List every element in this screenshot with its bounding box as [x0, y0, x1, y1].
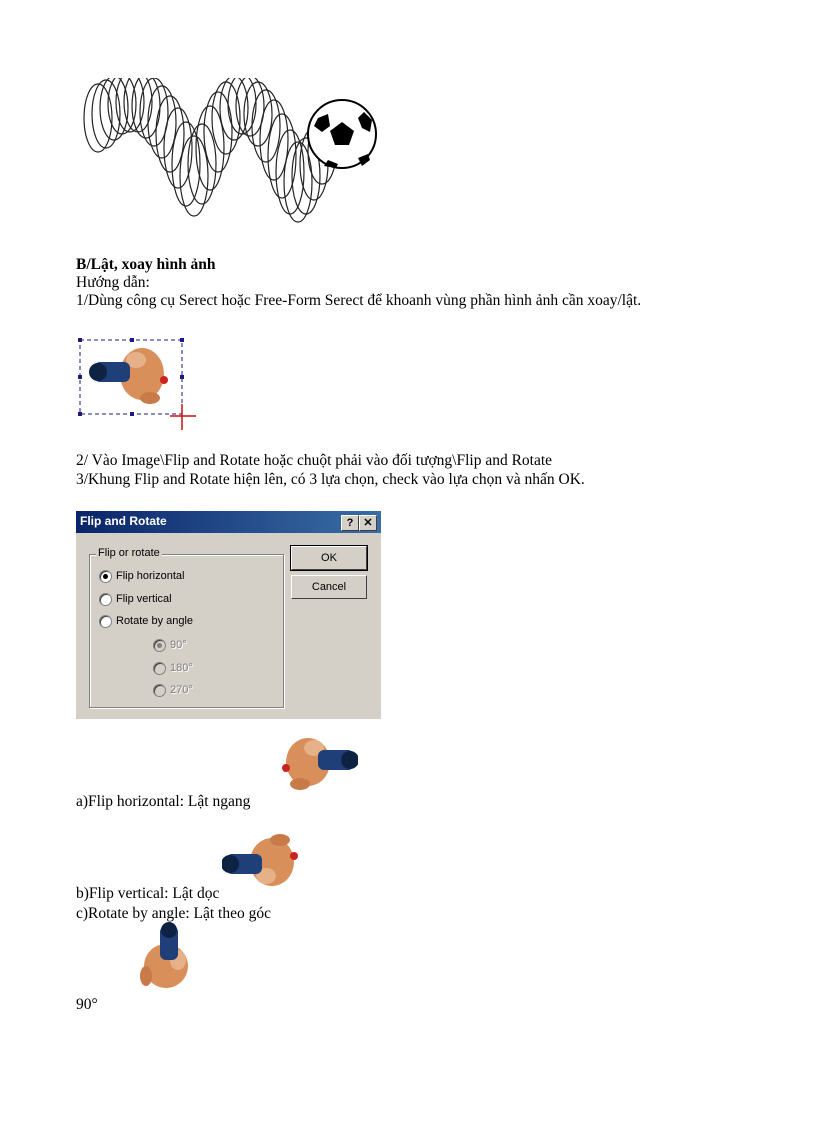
dialog-title: Flip and Rotate [80, 514, 167, 528]
angle-90-caption: 90° [76, 996, 98, 1013]
result-a-text: a)Flip horizontal: Lật ngang [76, 793, 251, 810]
section-heading: B/Lật, xoay hình ảnh [76, 256, 216, 273]
close-button[interactable]: ✕ [359, 515, 377, 531]
selection-example-image [76, 336, 202, 432]
rotate-90-result-image [126, 922, 200, 1006]
angle-270-radio[interactable] [153, 684, 166, 697]
guide-label: Hướng dẫn: [76, 274, 150, 291]
rotate-by-angle-radio[interactable] [99, 615, 112, 628]
angle-180-label[interactable]: 180° [170, 662, 193, 674]
flip-horizontal-radio[interactable] [99, 570, 112, 583]
slinky-ball-illustration [78, 78, 382, 238]
flip-vertical-radio[interactable] [99, 593, 112, 606]
angle-90-label[interactable]: 90° [170, 639, 187, 651]
rotate-by-angle-label[interactable]: Rotate by angle [116, 615, 194, 627]
cancel-button[interactable]: Cancel [291, 575, 367, 599]
character-figure [89, 348, 168, 404]
flip-vertical-result-image [222, 826, 320, 896]
flip-vertical-label[interactable]: Flip vertical [116, 593, 172, 605]
step-1-text: 1/Dùng công cụ Serect hoặc Free-Form Serect để khoanh vùng phần hình ảnh cần xoay/lật. [76, 292, 642, 309]
angle-180-radio[interactable] [153, 662, 166, 675]
group-label: Flip or rotate [98, 547, 160, 559]
soccer-ball [308, 100, 376, 168]
selected-dot [157, 643, 162, 648]
flip-horizontal-result-image [258, 728, 358, 796]
dialog-title-bar [76, 511, 381, 533]
selected-dot [103, 574, 108, 579]
angle-90-radio[interactable] [153, 639, 166, 652]
ok-button[interactable]: OK [291, 546, 367, 570]
step-3-text: 3/Khung Flip and Rotate hiện lên, có 3 lựa chọn, check vào lựa chọn và nhấn OK. [76, 471, 585, 488]
flip-horizontal-label[interactable]: Flip horizontal [116, 570, 185, 582]
angle-270-label[interactable]: 270° [170, 684, 193, 696]
flip-rotate-dialog [76, 511, 381, 719]
step-2-text: 2/ Vào Image\Flip and Rotate hoặc chuột phải vào đối tượng\Flip and Rotate [76, 452, 553, 469]
result-b-text: b)Flip vertical: Lật dọc [76, 885, 220, 902]
help-button[interactable]: ? [341, 515, 359, 531]
result-c-text: c)Rotate by angle: Lật theo góc [76, 905, 271, 922]
